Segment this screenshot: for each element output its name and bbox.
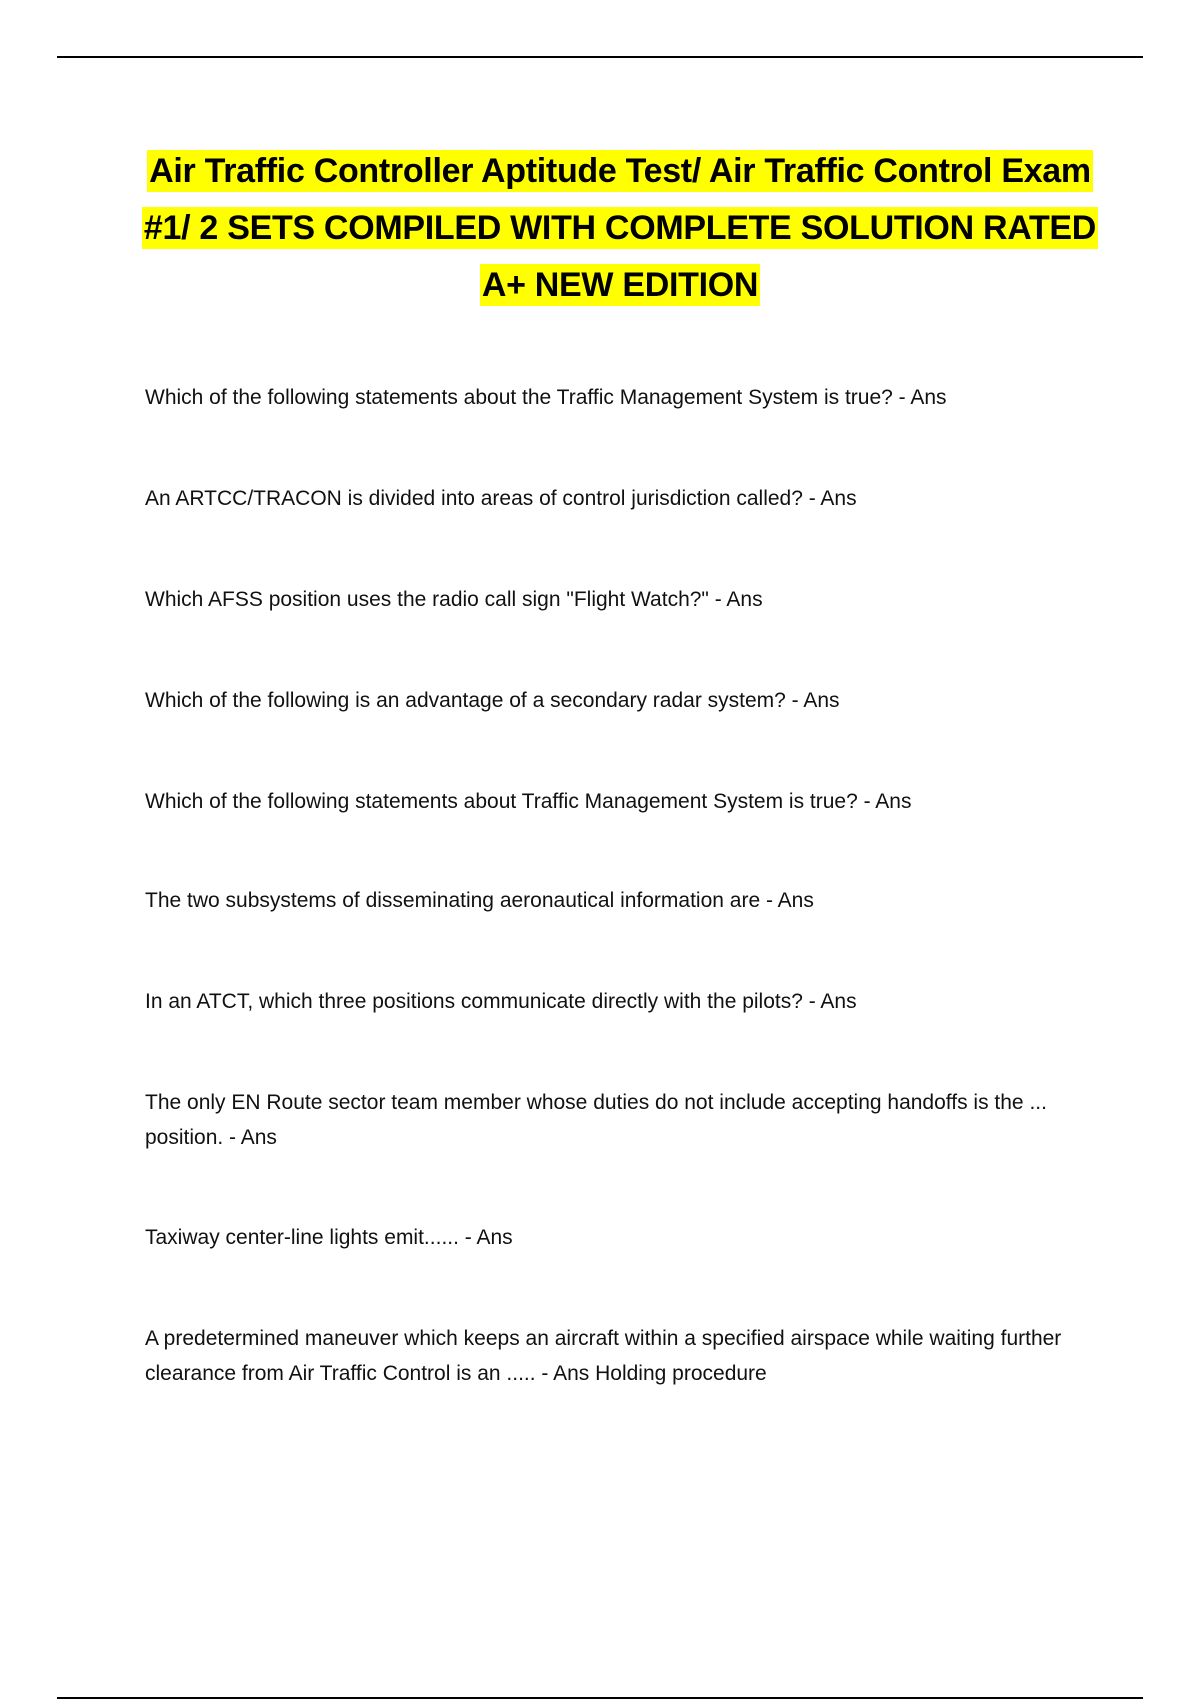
question-item-10: A predetermined maneuver which keeps an aircraft within a specified airspace while waiting further clearance from Air Traffic Control is an ..... - Ans Holding procedure xyxy=(145,1327,1062,1385)
question-item-9: Taxiway center-line lights emit...... - Ans xyxy=(145,1226,513,1249)
question-item-5: Which of the following statements about Traffic Management System is true? - Ans xyxy=(145,790,912,813)
question-item-2: An ARTCC/TRACON is divided into areas of control jurisdiction called? - Ans xyxy=(145,487,857,510)
question-item-4: Which of the following is an advantage of a secondary radar system? - Ans xyxy=(145,689,840,712)
bottom-rule xyxy=(57,1697,1143,1699)
question-item-6: The two subsystems of disseminating aeronautical information are - Ans xyxy=(145,889,814,912)
document-title: Air Traffic Controller Aptitude Test/ Air Traffic Control Exam #1/ 2 SETS COMPILED WITH COMPLETE SOLUTION RATED A+ NEW EDITION xyxy=(143,152,1097,304)
question-item-8: The only EN Route sector team member whose duties do not include accepting handoffs is the ... position. - Ans xyxy=(145,1091,1047,1149)
top-rule xyxy=(57,56,1143,58)
question-item-3: Which AFSS position uses the radio call sign "Flight Watch?" - Ans xyxy=(145,588,763,611)
question-item-1: Which of the following statements about the Traffic Management System is true? - Ans xyxy=(145,386,947,409)
question-item-7: In an ATCT, which three positions communicate directly with the pilots? - Ans xyxy=(145,990,857,1013)
